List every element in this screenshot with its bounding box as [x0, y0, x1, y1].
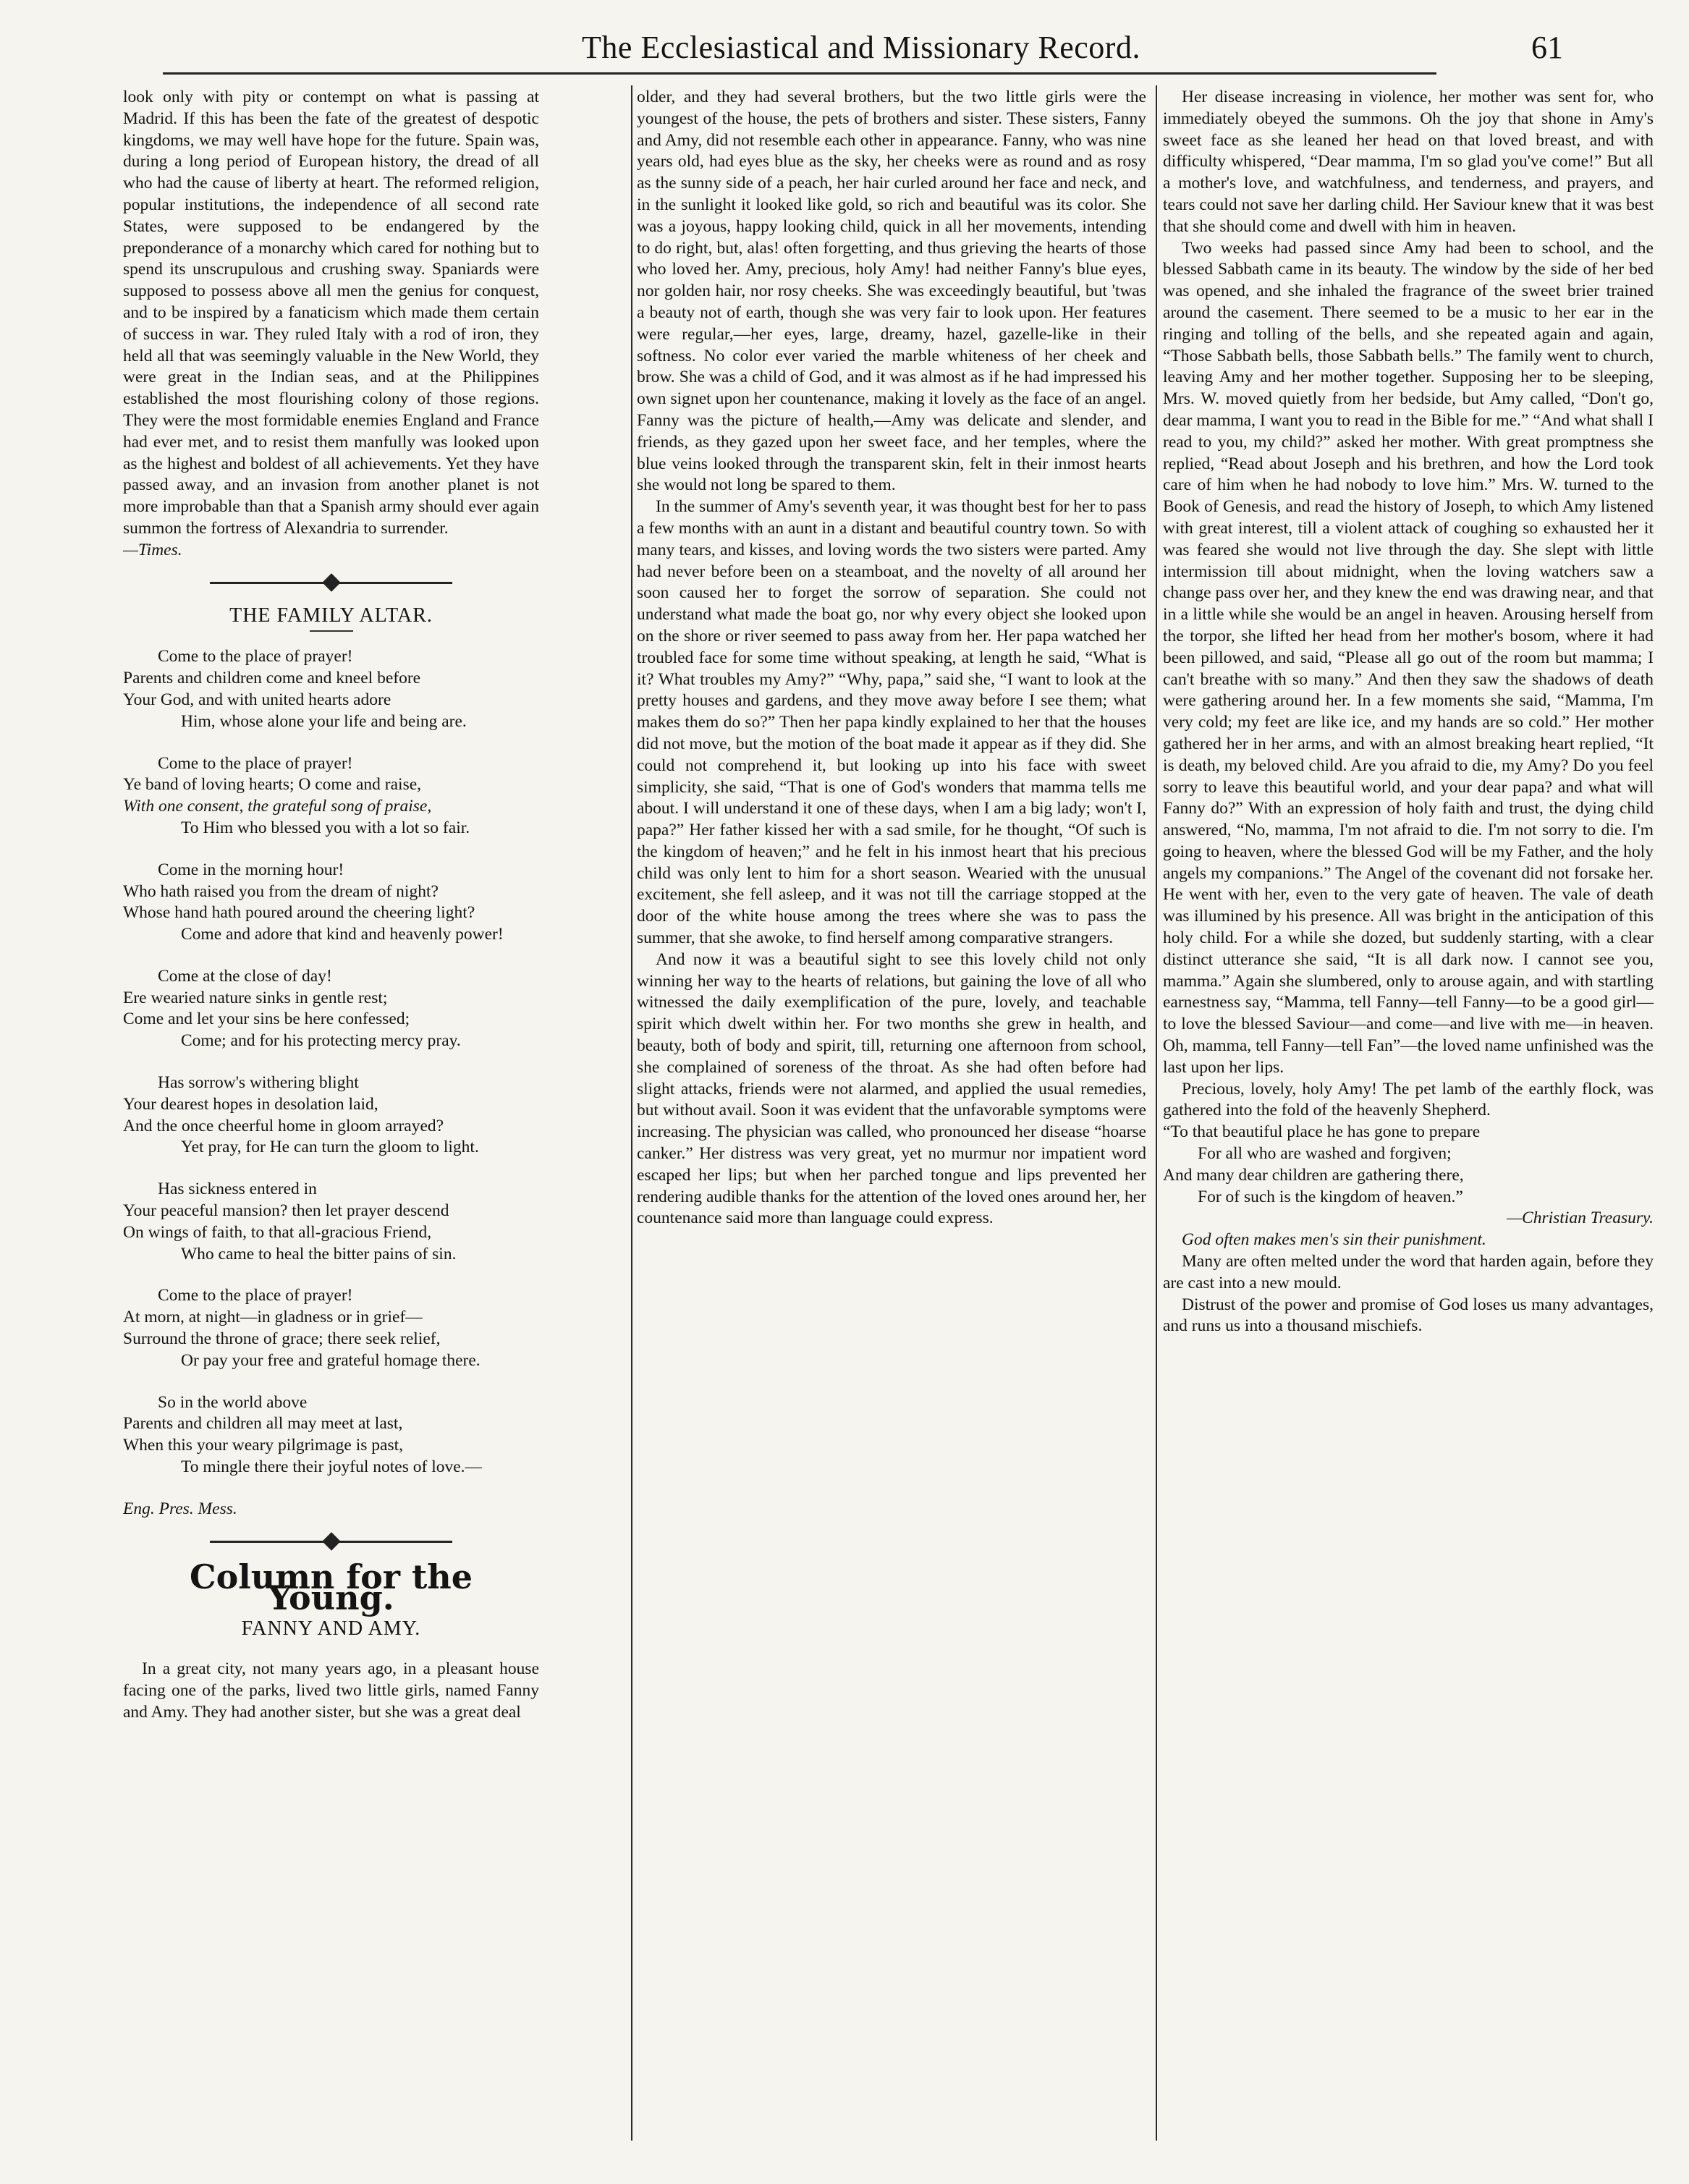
- verse-line: For all who are washed and forgiven;: [1198, 1144, 1452, 1164]
- story-paragraph: In the summer of Amy's seventh year, it was thought best for her to pass a few months with an aunt in a distant and beautiful country town. So with many tears, and kisses, and loving words the two sisters were parted. Amy had never before been on a steamboat, and the novelty of all around her soon caused her to forget the sorrow of separation. She could not understand what made the boat go, nor why every object she looked upon on the shore or river seemed to pass away from her. Her papa watched her troubled face for some time without speaking, at length he said, “What is it? What troubles my Amy?” “Why, papa,” said she, “I want to look at the pretty houses and gardens, and they move away before I see them; what makes them do so?” Then her papa kindly explained to her that the houses did not move, but the motion of the boat made it appear as if they did. She could not comprehend it, but looking up into his face with sweet simplicity, she said, “That is one of God's wonders that mamma tells me about. I will understand it one of these days, when I am a big lady; won't I, papa?” Her father kissed her with a sad smile, for he thought, “Of such is the kingdom of heaven;” and he felt in his inmost heart that his precious child was only lent to him for a short season. Wearied with the unusual excitement, she fell asleep, and it was not till the carriage stopped at the door of the white house among the trees where she was to pass the summer, that she awoke, to find herself among comparative strangers.: [637, 497, 1146, 948]
- story-opening: In a great city, not many years ago, in a pleasant house facing one of the parks, lived two little girls, named Fanny and Amy. They had another sister, but she was a great deal: [123, 1659, 539, 1722]
- story-paragraph: Her disease increasing in violence, her mother was sent for, who immediately obeyed the summons. Oh the joy that shone in Amy's sweet face as she leaned her head on that loved breast, and with difficulty whispered, “Dear mamma, I'm so glad you've come!” But all a mother's love, and watchfulness, and tenderness, and prayers, and tears could not save her darling child. Her Saviour knew that it was best that she should come and dwell with him in heaven.: [1163, 88, 1654, 236]
- poem-line: Parents and children all may meet at last,: [123, 1414, 403, 1434]
- poem-line: Your peaceful mansion? then let prayer descend: [123, 1201, 449, 1221]
- story-paragraph: And now it was a beautiful sight to see this lovely child not only winning her way to the hearts of relations, but gaining the love of all who witnessed the daily exemplification of the pure, lovely, and teachable spirit which dwelt within her. For two months she grew in health, and beauty, both of body and spirit, till, returning one afternoon from school, she complained of soreness of the throat. As she had often before had slight attacks, friends were not alarmed, and applied the usual remedies, but without avail. Soon it was evident that the unfavorable symptoms were increasing. The physician was called, who pronounced her disease “hoarse canker.” Her distress was very great, yet no murmur nor impatient word escaped her lips; but when her parched tongue and lips prevented her rendering audible thanks for the attention of the loved ones around her, her countenance said more than language could express.: [637, 949, 1146, 1228]
- poem-stanza: [123, 753, 539, 839]
- poem-line: Come and let your sins be here confessed;: [123, 1010, 410, 1029]
- poem-stanza: [123, 1285, 539, 1371]
- poem-line: Whose hand hath poured around the cheering light?: [123, 903, 475, 923]
- poem-stanza: [123, 646, 539, 732]
- poem-line: Come to the place of prayer!: [158, 1286, 353, 1305]
- poem-line: Who hath raised you from the dream of night?: [123, 881, 439, 901]
- column-1: [123, 87, 539, 1723]
- poem-line: Or pay your free and grateful homage there.: [181, 1350, 481, 1370]
- poem-line: To mingle there their joyful notes of love.—: [181, 1457, 483, 1477]
- poem-title: THE FAMILY ALTAR.: [229, 604, 433, 627]
- verse-attribution: —Christian Treasury.: [1507, 1209, 1654, 1228]
- poem-line: Come to the place of prayer!: [158, 753, 353, 773]
- column-divider-2: [1156, 85, 1157, 2141]
- story-paragraph: Precious, lovely, holy Amy! The pet lamb of the earthly flock, was gathered into the fold of the heavenly Shepherd.: [1163, 1079, 1654, 1120]
- column-divider-1: [631, 85, 632, 2141]
- epigram-title: God often makes men's sin their punishment.: [1182, 1230, 1486, 1250]
- column-for-young-title: Column for the Young.: [189, 1557, 473, 1618]
- poem-line: Your dearest hopes in desolation laid,: [123, 1094, 378, 1114]
- poem-attribution: Eng. Pres. Mess.: [123, 1499, 237, 1518]
- times-attribution: —Times.: [123, 540, 182, 559]
- verse-line: And many dear children are gathering there,: [1163, 1165, 1464, 1185]
- story-paragraph: Two weeks had passed since Amy had been to school, and the blessed Sabbath came in its beauty. The window by the side of her bed was opened, and she inhaled the fragrance of the sweet brier trained around the casement. There seemed to be a music to her ear in the ringing and tolling of the bells, and she repeated again and again, “Those Sabbath bells, those Sabbath bells.” The family went to church, leaving Amy and her mother together. Supposing her to be sleeping, Mrs. W. moved quietly from her bedside, but Amy called, “Don't go, dear mamma, I want you to read in the Bible for me.” “And what shall I read to you, my child?” asked her mother. With great promptness she replied, “Read about Joseph and his brethren, and how the Lord took care of him when he had nobody to love him.” Mrs. W. turned to the Book of Genesis, and read the history of Joseph, to which Amy listened with great interest, till a violent attack of coughing so exhausted her it was feared she would not live through the day. She slept with little intermission till about midnight, when the loving watchers saw a change pass over her, and they knew the end was drawing near, and that in a little while she would be an angel in heaven. Arousing herself from the torpor, she lifted her head from her mother's bosom, where it had been pillowed, and said, “Please all go out of the room but mamma; I can't breathe with so many.” And then they saw the shadows of death were gathering around her. In a few moments she said, “Mamma, I'm very cold; my feet are like ice, and my hands are so cold.” Her mother gathered her in her arms, and with an almost breaking heart replied, “It is death, my beloved child. Are you afraid to die, my Amy? Do you feel sorry to leave this beautiful world, and your dear papa? and what will Fanny do?” With an expression of holy faith and trust, the dying child answered, “No, mamma, I'm not afraid to die. I'm not sorry to die. I'm going to heaven, where the blessed God will be my Father, and the holy angels my companions.” The Angel of the covenant did not forsake her. He went with her, even to the very gate of heaven. The vale of death was illumined by his presence. All was bright in the anticipation of this holy child. For a while she dozed, but suddenly starting, with a clear distinct utterance she said, “It is all dark now. I cannot see you, mamma.” Again she slumbered, only to arouse again, and with startling earnestness say, “Mamma, tell Fanny—tell Fanny—to be a good girl—to love the blessed Saviour—and come—and live with me—in heaven. Oh, mamma, tell Fanny—tell Fan”—the loved name unfinished was the last upon her lips.: [1163, 238, 1654, 1077]
- poem-line: On wings of faith, to that all-gracious Friend,: [123, 1222, 432, 1242]
- column-2: [637, 87, 1146, 1229]
- poem-stanza: [123, 860, 539, 946]
- distrust-paragraph: Distrust of the power and promise of God loses us many advantages, and runs us into a thousand mischiefs.: [1163, 1295, 1654, 1336]
- poem-line: Has sorrow's withering blight: [158, 1073, 359, 1093]
- poem-line: Come and adore that kind and heavenly power!: [181, 925, 504, 944]
- closing-verse: [1163, 1122, 1654, 1208]
- poem-line: So in the world above: [158, 1392, 308, 1412]
- poem-stanza: [123, 1072, 539, 1159]
- verse-line: For of such is the kingdom of heaven.”: [1198, 1187, 1463, 1206]
- poem-line: Ye band of loving hearts; O come and raise,: [123, 775, 422, 795]
- poem-line: Come at the close of day!: [158, 966, 332, 986]
- poem-line: Parents and children come and kneel before: [123, 669, 421, 688]
- poem-line: Surround the throne of grace; there seek relief,: [123, 1329, 441, 1349]
- story-title: FANNY AND AMY.: [241, 1617, 421, 1641]
- poem-stanza: [123, 1392, 539, 1478]
- poem-line: When this your weary pilgrimage is past,: [123, 1436, 404, 1455]
- poem-line: Who came to heal the bitter pains of sin.: [181, 1244, 457, 1264]
- section-ornament-rule: [123, 572, 539, 595]
- header-rule: [163, 72, 1436, 75]
- epigram-text: Many are often melted under the word that harden again, before they are cast into a new mould.: [1163, 1252, 1654, 1292]
- poem-stanza: [123, 966, 539, 1052]
- page-header: [145, 29, 1578, 72]
- page-number: 61: [1531, 30, 1563, 65]
- poem-stanza: [123, 1179, 539, 1265]
- poem-line: Come to the place of prayer!: [158, 647, 353, 666]
- poem-line: Yet pray, for He can turn the gloom to light.: [181, 1138, 479, 1157]
- family-altar-poem: [123, 646, 539, 1478]
- section-ornament-rule: [123, 1531, 539, 1554]
- publication-title: The Ecclesiastical and Missionary Record.: [582, 30, 1140, 65]
- column-3: [1163, 87, 1654, 1337]
- times-article-text: look only with pity or contempt on what is passing at Madrid. If this has been the fate of the greatest of despotic kingdoms, we may well have hope for the future. Spain was, during a long period of European history, the dread of all who had the cause of liberty at heart. The reformed religion, popular institutions, the independence of all second rate States, were supposed to be endangered by the preponderance of a monarchy which cared for nothing but to spend its unscrupulous and crushing sway. Spaniards were supposed to possess above all men the genius for conquest, and to be inspired by a fanaticism which made them certain of success in war. They ruled Italy with a rod of iron, they held all that was seemingly valuable in the New World, they were great in the Indian seas, and at the Philippines established the most flourishing colony of those regions. They were the most formidable enemies England and France had ever met, and to resist them manfully was looked upon as the highest and boldest of all achievements. Yet they have passed away, and an invasion from another planet is not more improbable than that a Spanish army should ever again summon the fortress of Alexandria to surrender.: [123, 88, 539, 538]
- poem-line: To Him who blessed you with a lot so fair.: [181, 818, 470, 837]
- poem-line: With one consent, the grateful song of praise,: [123, 797, 432, 816]
- verse-line: “To that beautiful place he has gone to prepare: [1163, 1122, 1481, 1142]
- poem-line: Has sickness entered in: [158, 1180, 317, 1199]
- title-underline: [310, 630, 353, 632]
- story-paragraph: older, and they had several brothers, but the two little girls were the youngest of the house, the pets of brothers and sister. These sisters, Fanny and Amy, did not resemble each other in appearance. Fanny, who was nine years old, had eyes blue as the sky, her cheeks were as round and as rosy as the sunny side of a peach, her hair curled around her face and neck, and in the sunlight it looked like gold, so rich and beautiful was its color. She was a joyous, happy looking child, quick in all her movements, intending to do right, but, alas! often forgetting, and thus grieving the hearts of those who loved her. Amy, precious, holy Amy! had neither Fanny's blue eyes, nor golden hair, nor rosy cheeks. She was exceedingly beautiful, but 'twas a beauty not of earth, though she was very fair to look upon. Her features were regular,—her eyes, large, dreamy, hazel, gazelle-like in their softness. No color ever varied the marble whiteness of her cheek and brow. She was a child of God, and it was almost as if he had impressed his own signet upon her countenance, making it lovely as the face of an angel. Fanny was the picture of health,—Amy was delicate and slender, and friends, as they gazed upon her sweet face, and her temples, where the blue veins looked through the transparent skin, felt in their inmost hearts she would not long be spared to them.: [637, 88, 1146, 495]
- poem-line: Him, whose alone your life and being are.: [181, 711, 467, 731]
- poem-line: Come; and for his protecting mercy pray.: [181, 1031, 461, 1051]
- poem-line: And the once cheerful home in gloom arrayed?: [123, 1116, 444, 1135]
- poem-line: Ere wearied nature sinks in gentle rest;: [123, 988, 388, 1007]
- poem-line: At morn, at night—in gladness or in grief—: [123, 1308, 423, 1327]
- poem-line: Your God, and with united hearts adore: [123, 690, 391, 709]
- poem-line: Come in the morning hour!: [158, 860, 344, 879]
